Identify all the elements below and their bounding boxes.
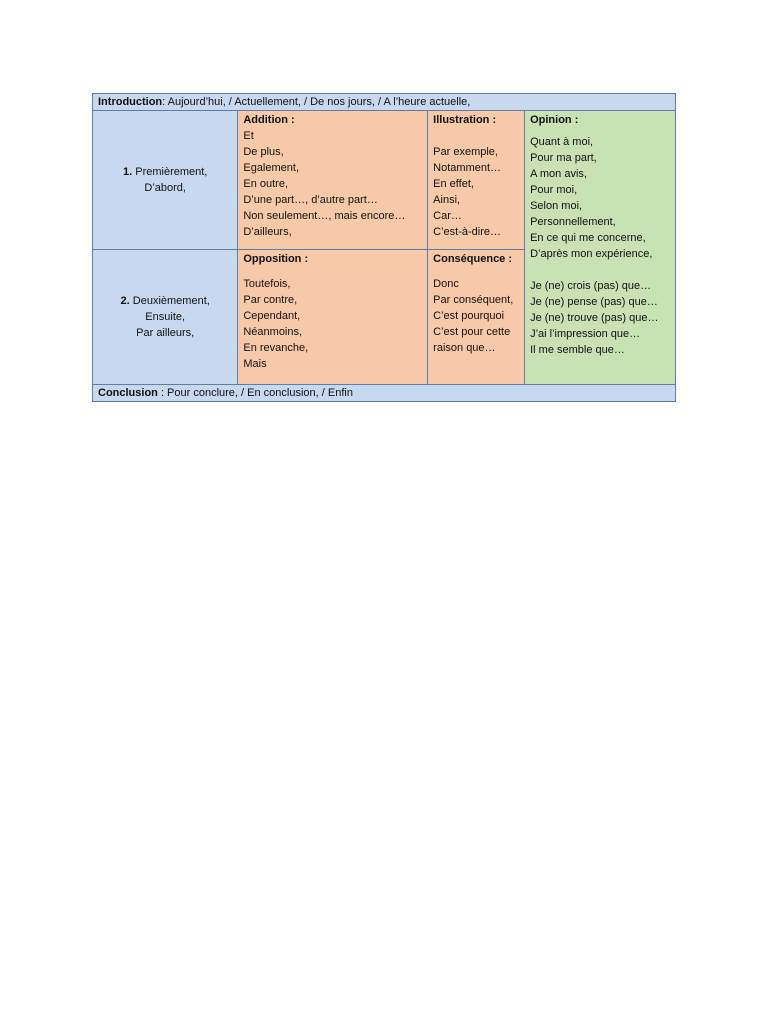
list-item: Je (ne) trouve (pas) que… <box>530 312 659 324</box>
list-item: Quant à moi, <box>530 136 594 148</box>
step-2-cell <box>93 250 238 385</box>
addition-title: Addition : <box>243 114 295 126</box>
introduction-label: Introduction <box>98 96 163 108</box>
step-2-number: 2. <box>120 295 130 307</box>
list-item: Pour ma part, <box>530 152 597 164</box>
step-1-cell <box>93 111 238 250</box>
connectors-table <box>92 93 676 402</box>
opinion-list-a <box>530 134 670 262</box>
list-item: D’après mon expérience, <box>530 248 653 260</box>
step-2-line-3: Par ailleurs, <box>136 327 195 339</box>
list-item: De plus, <box>243 146 284 158</box>
consequence-list <box>433 276 519 356</box>
list-item: raison que… <box>433 342 496 354</box>
opinion-cell <box>525 111 676 385</box>
introduction-text: : Aujourd’hui, / Actuellement, / De nos jours, / A l’heure actuelle, <box>162 96 471 108</box>
conclusion-label: Conclusion <box>98 387 158 399</box>
list-item: Je (ne) pense (pas) que… <box>530 296 658 308</box>
list-item: Egalement, <box>243 162 300 174</box>
first-part-row <box>93 111 676 250</box>
list-item: J’ai l’impression que… <box>530 328 641 340</box>
consequence-cell <box>428 250 525 385</box>
list-item: C’est pourquoi <box>433 310 505 322</box>
list-item: C’est pour cette <box>433 326 511 338</box>
list-item: Donc <box>433 278 459 290</box>
list-item: Par contre, <box>243 294 298 306</box>
list-item: Néanmoins, <box>243 326 303 338</box>
step-1-line-2: D’abord, <box>144 182 186 194</box>
list-item: Ainsi, <box>433 194 461 206</box>
list-item: Notamment… <box>433 162 502 174</box>
step-2-line-1: Deuxièmement, <box>132 295 210 307</box>
opposition-list <box>243 276 422 372</box>
list-item: Mais <box>243 358 267 370</box>
list-item: Personnellement, <box>530 216 616 228</box>
opinion-list-b <box>530 278 670 358</box>
list-item: En revanche, <box>243 342 309 354</box>
list-item: En ce qui me concerne, <box>530 232 646 244</box>
illustration-list <box>433 144 519 240</box>
illustration-cell <box>428 111 525 250</box>
addition-cell <box>238 111 428 250</box>
list-item: Il me semble que… <box>530 344 625 356</box>
list-item: En outre, <box>243 178 288 190</box>
list-item: Non seulement…, mais encore… <box>243 210 406 222</box>
step-1-number: 1. <box>122 166 133 178</box>
step-2-line-2: Ensuite, <box>145 311 186 323</box>
list-item: Selon moi, <box>530 200 583 212</box>
list-item: C’est-à-dire… <box>433 226 502 238</box>
list-item: Toutefois, <box>243 278 291 290</box>
introduction-row <box>93 94 676 111</box>
list-item: A mon avis, <box>530 168 587 180</box>
opposition-cell <box>238 250 428 385</box>
conclusion-row <box>93 385 676 402</box>
illustration-title: Illustration : <box>433 114 497 126</box>
opposition-title: Opposition : <box>243 253 309 265</box>
list-item: Cependant, <box>243 310 301 322</box>
list-item: Par exemple, <box>433 146 498 158</box>
introduction-cell <box>93 94 676 111</box>
opinion-title: Opinion : <box>530 114 579 126</box>
list-item: Par conséquent, <box>433 294 514 306</box>
list-item: Et <box>243 130 254 142</box>
addition-list <box>243 128 422 240</box>
conclusion-cell <box>93 385 676 402</box>
list-item: Je (ne) crois (pas) que… <box>530 280 652 292</box>
step-1-line-1: Premièrement, <box>135 166 208 178</box>
consequence-title: Conséquence : <box>433 253 513 265</box>
list-item: Car… <box>433 210 462 222</box>
conclusion-text: : Pour conclure, / En conclusion, / Enfin <box>157 387 353 399</box>
list-item: En effet, <box>433 178 474 190</box>
list-item: D’ailleurs, <box>243 226 292 238</box>
list-item: D’une part…, d’autre part… <box>243 194 378 206</box>
list-item: Pour moi, <box>530 184 578 196</box>
